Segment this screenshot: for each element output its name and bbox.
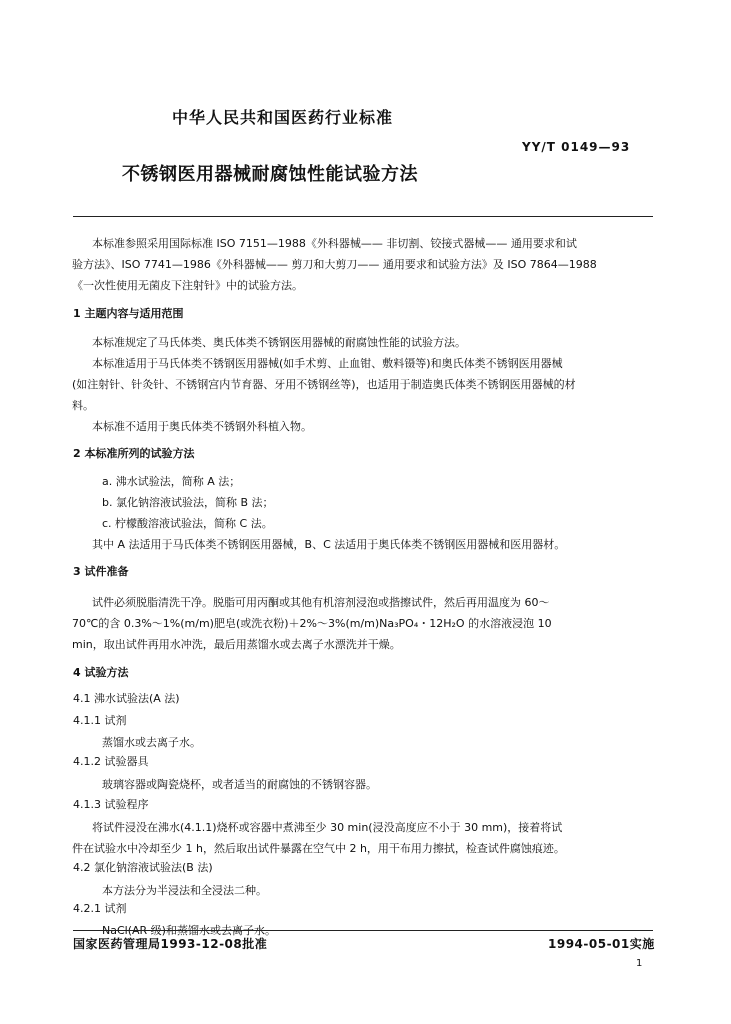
org-title: 中华人民共和国医药行业标准 xyxy=(172,108,394,127)
s42-text: 本方法分为半浸法和全浸法二种。 xyxy=(102,884,267,897)
s2-note: 其中 A 法适用于马氏体类不锈钢医用器械，B、C 法适用于奥氏体类不锈钢医用器械和医用器材。 xyxy=(92,538,566,551)
s2-item-a: a. 沸水试验法，简称 A 法； xyxy=(102,475,241,488)
intro-line-1: 本标准参照采用国际标准 ISO 7151—1988《外科器械—— 非切割、铰接式器械—— 通用要求和试 xyxy=(92,237,577,250)
section-3-heading: 3 试件准备 xyxy=(73,565,129,578)
section-2-heading: 2 本标准所列的试验方法 xyxy=(73,447,195,460)
subsection-4-1-2: 4.1.2 试验器具 xyxy=(73,755,149,768)
s2-item-b: b. 氯化钠溶液试验法，简称 B 法； xyxy=(102,496,274,509)
s413-line-1: 将试件浸没在沸水(4.1.1)烧杯或容器中煮沸至少 30 min(浸没高度应不小于 30 mm)，接着将试 xyxy=(92,821,563,834)
subsection-4-1-1: 4.1.1 试剂 xyxy=(73,714,127,727)
s3-line-2: 70℃的含 0.3%～1%(m/m)肥皂(或洗衣粉)＋2%～3%(m/m)Na₃PO₄・12H₂O 的水溶液浸泡 10 xyxy=(72,617,552,630)
intro-line-3: 《一次性使用无菌皮下注射针》中的试验方法。 xyxy=(72,279,303,292)
section-1-heading: 1 主题内容与适用范围 xyxy=(73,307,184,320)
header-divider xyxy=(73,216,653,217)
approval-line: 国家医药管理局1993-12-08批准 xyxy=(73,937,268,951)
s1-paragraph-2-line-1: 本标准适用于马氏体类不锈钢医用器械(如手术剪、止血钳、敷料镊等)和奥氏体类不锈钢医用器械 xyxy=(92,357,563,370)
intro-line-2: 验方法》、ISO 7741—1986《外科器械—— 剪刀和大剪刀—— 通用要求和试验方法》及 ISO 7864—1988 xyxy=(72,258,597,271)
doc-title: 不锈钢医用器械耐腐蚀性能试验方法 xyxy=(122,164,418,185)
subsection-4-2: 4.2 氯化钠溶液试验法(B 法) xyxy=(73,861,213,874)
subsection-4-2-1: 4.2.1 试剂 xyxy=(73,902,127,915)
s3-line-1: 试件必须脱脂清洗干净。脱脂可用丙酮或其他有机溶剂浸泡或揩擦试件，然后再用温度为 60～ xyxy=(92,596,550,609)
s411-text: 蒸馏水或去离子水。 xyxy=(102,736,201,749)
s413-line-2: 件在试验水中冷却至少 1 h，然后取出试件暴露在空气中 2 h，用干布用力擦拭，检查试件腐蚀痕迹。 xyxy=(72,842,565,855)
s412-text: 玻璃容器或陶瓷烧杯，或者适当的耐腐蚀的不锈钢容器。 xyxy=(102,778,377,791)
subsection-4-1-3: 4.1.3 试验程序 xyxy=(73,798,149,811)
s1-paragraph-3: 本标准不适用于奥氏体类不锈钢外科植入物。 xyxy=(92,420,312,433)
s1-paragraph-2-line-2: (如注射针、针灸针、不锈钢宫内节育器、牙用不锈钢丝等)，也适用于制造奥氏体类不锈钢医用器械的材 xyxy=(72,378,576,391)
standard-number: YY/T 0149—93 xyxy=(522,140,631,154)
page-number: 1 xyxy=(636,958,643,969)
s1-paragraph-2-line-3: 料。 xyxy=(72,399,94,412)
footer-divider xyxy=(73,930,653,931)
s1-paragraph-1: 本标准规定了马氏体类、奥氏体类不锈钢医用器械的耐腐蚀性能的试验方法。 xyxy=(92,336,466,349)
s3-line-3: min，取出试件再用水冲洗，最后用蒸馏水或去离子水漂洗并干燥。 xyxy=(72,638,401,651)
subsection-4-1: 4.1 沸水试验法(A 法) xyxy=(73,692,180,705)
s421-text: NaCl(AR 级)和蒸馏水或去离子水。 xyxy=(102,924,276,937)
section-4-heading: 4 试验方法 xyxy=(73,666,129,679)
implementation-date: 1994-05-01实施 xyxy=(548,937,655,951)
s2-item-c: c. 柠檬酸溶液试验法，简称 C 法。 xyxy=(102,517,273,530)
